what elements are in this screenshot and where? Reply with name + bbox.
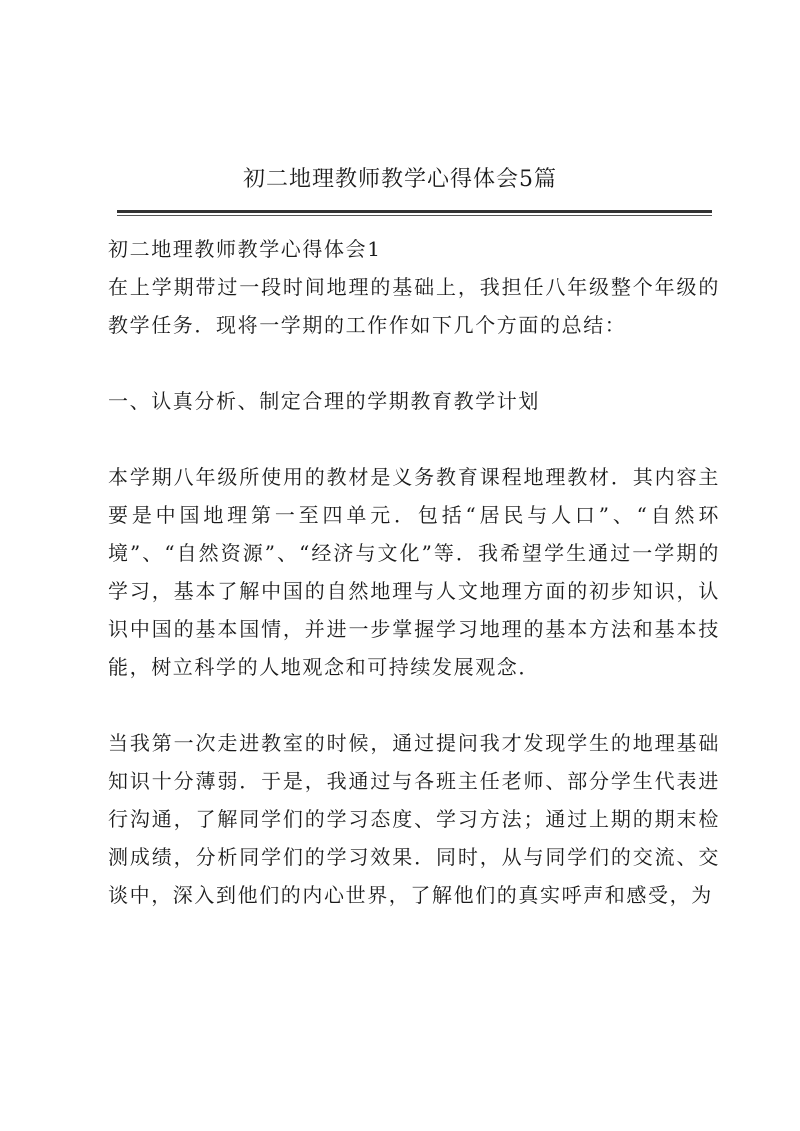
- document-body: [108, 230, 720, 914]
- paragraph-gap: [108, 344, 720, 382]
- section-heading: 一、认真分析、制定合理的学期教育教学计划: [108, 389, 540, 413]
- paragraph-first-class: 当我第一次走进教室的时候，通过提问我才发现学生的地理基础知识十分薄弱．于是，我通过与各班主任老师、部分学生代表进行沟通，了解同学们的学习态度、学习方法；通过上期的期末检测成绩，分析同学们的学习效果．同时，从与同学们的交流、交谈中，深入到他们的内心世界，了解他们的真实呼声和感受，为: [108, 731, 720, 907]
- paragraph-gap: [108, 420, 720, 458]
- title-divider-thin: [117, 215, 712, 216]
- section-subtitle: 初二地理教师教学心得体会1: [108, 237, 382, 261]
- title-divider: [117, 210, 712, 213]
- paragraph-gap: [108, 686, 720, 724]
- paragraph-intro: 在上学期带过一段时间地理的基础上，我担任八年级整个年级的教学任务．现将一学期的工作作如下几个方面的总结：: [108, 275, 720, 337]
- paragraph-textbook: 本学期八年级所使用的教材是义务教育课程地理教材．其内容主要是中国地理第一至四单元．包括“居民与人口”、“自然环境”、“自然资源”、“经济与文化”等．我希望学生通过一学期的学习，基本了解中国的自然地理与人文地理方面的初步知识，认识中国的基本国情，并进一步掌握学习地理的基本方法和基本技能，树立科学的人地观念和可持续发展观念．: [108, 465, 720, 679]
- page-title: 初二地理教师教学心得体会5篇: [243, 167, 557, 192]
